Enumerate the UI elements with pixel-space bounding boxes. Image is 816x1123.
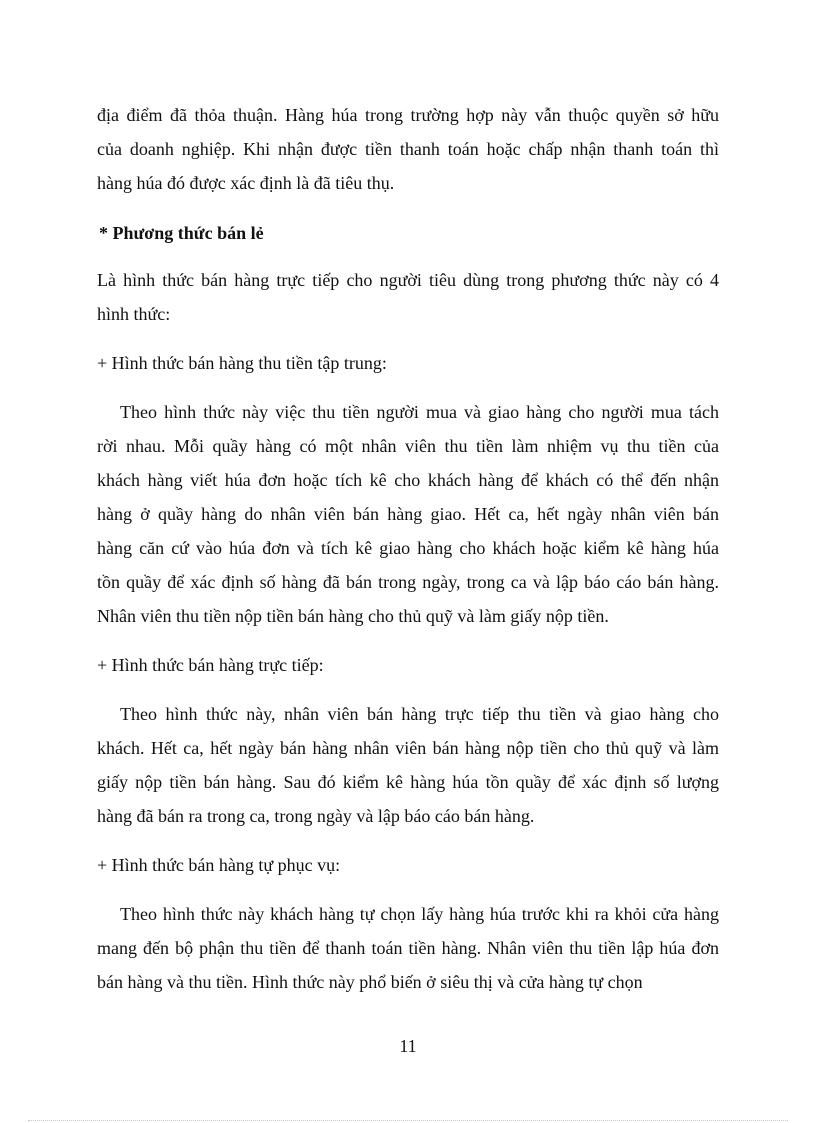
text-line: mang đến bộ phận thu tiền để thanh toán tiền hàng. Nhân viên thu tiền lập húa đơn [97, 938, 719, 958]
text-line: rời nhau. Mỗi quầy hàng có một nhân viên thu tiền làm nhiệm vụ thu tiền của [97, 436, 719, 456]
text-line: Theo hình thức này việc thu tiền người mua và giao hàng cho người mua tách [120, 402, 719, 422]
section-heading: * Phương thức bán lẻ [99, 223, 264, 243]
page-number: 11 [399, 1036, 417, 1056]
text-line: bán hàng và thu tiền. Hình thức này phổ biến ở siêu thị và cửa hàng tự chọn [97, 972, 643, 992]
text-line: giấy nộp tiền bán hàng. Sau đó kiểm kê hàng húa tồn quầy để xác định số lượng [97, 772, 719, 792]
text-line: khách. Hết ca, hết ngày bán hàng nhân viên bán hàng nộp tiền cho thủ quỹ và làm [97, 738, 719, 758]
text-line: khách hàng viết húa đơn hoặc tích kê cho khách hàng để khách có thể đến nhận [97, 470, 719, 490]
text-line: tồn quầy để xác định số hàng đã bán trong ngày, trong ca và lập báo cáo bán hàng. [97, 572, 719, 592]
text-line: hàng đã bán ra trong ca, trong ngày và lập báo cáo bán hàng. [97, 806, 535, 826]
subheading-line: + Hình thức bán hàng trực tiếp: [97, 655, 324, 675]
subheading-line: + Hình thức bán hàng thu tiền tập trung: [97, 353, 387, 373]
subheading-line: + Hình thức bán hàng tự phục vụ: [97, 855, 341, 875]
text-line: Nhân viên thu tiền nộp tiền bán hàng cho thủ quỹ và làm giấy nộp tiền. [97, 606, 609, 626]
text-line: hàng ở quầy hàng do nhân viên bán hàng giao. Hết ca, hết ngày nhân viên bán [97, 504, 719, 524]
text-line: của doanh nghiệp. Khi nhận được tiền thanh toán hoặc chấp nhận thanh toán thì [97, 139, 719, 159]
text-line: hình thức: [97, 304, 171, 324]
text-line: Theo hình thức này khách hàng tự chọn lấy hàng húa trước khi ra khỏi cửa hàng [120, 904, 719, 924]
text-line: hàng húa đó được xác định là đã tiêu thụ. [97, 173, 395, 193]
text-line: Theo hình thức này, nhân viên bán hàng trực tiếp thu tiền và giao hàng cho [120, 704, 719, 724]
footer-divider [28, 1120, 788, 1121]
text-line: địa điểm đã thỏa thuận. Hàng húa trong trường hợp này vẫn thuộc quyền sở hữu [97, 105, 719, 125]
text-line: Là hình thức bán hàng trực tiếp cho người tiêu dùng trong phương thức này có 4 [97, 270, 719, 290]
text-line: hàng căn cứ vào húa đơn và tích kê giao hàng cho khách hoặc kiểm kê hàng húa [97, 538, 719, 558]
